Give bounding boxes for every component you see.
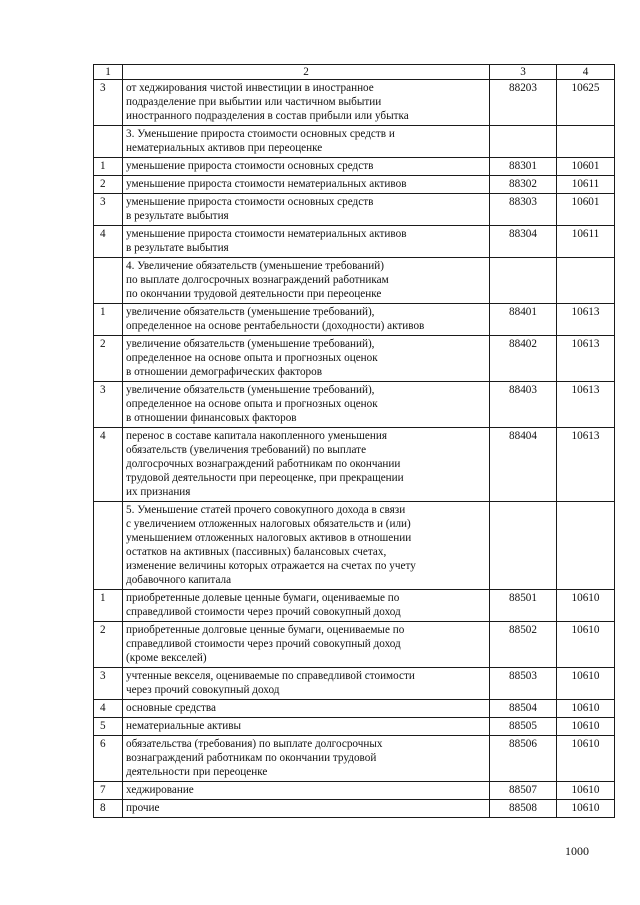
header-col-2: 2	[123, 65, 490, 80]
row-description: перенос в составе капитала накопленного уменьшения обязательств (увеличения требований) по выплате долгосрочных вознаграждений работникам по окончании трудовой деятельности при переоценке, при прекращении их признания	[123, 428, 490, 502]
row-description: прочие	[123, 800, 490, 818]
table-row	[94, 158, 615, 176]
row-account: 10610	[557, 782, 615, 800]
row-code: 88403	[490, 382, 557, 428]
row-description: уменьшение прироста стоимости нематериальных активов	[123, 176, 490, 194]
row-code	[490, 258, 557, 304]
row-number: 8	[94, 800, 123, 818]
row-description: уменьшение прироста стоимости основных средств	[123, 158, 490, 176]
row-account: 10611	[557, 226, 615, 258]
row-code: 88402	[490, 336, 557, 382]
row-code: 88507	[490, 782, 557, 800]
row-account: 10610	[557, 590, 615, 622]
row-number: 4	[94, 428, 123, 502]
table-row	[94, 176, 615, 194]
row-number: 2	[94, 336, 123, 382]
section-heading-text: 5. Уменьшение статей прочего совокупного дохода в связи с увеличением отложенных налоговых обязательств и (или) уменьшением отложенных налоговых активов в отношении остатков на активных (пассивных) балансовых счетах, изменение величины которых отражается на счетах по учету добавочного капитала	[123, 502, 490, 590]
table-row	[94, 382, 615, 428]
row-code: 88301	[490, 158, 557, 176]
row-number: 1	[94, 304, 123, 336]
row-description: увеличение обязательств (уменьшение требований), определенное на основе рентабельности (доходности) активов	[123, 304, 490, 336]
row-account: 10610	[557, 800, 615, 818]
row-number: 3	[94, 668, 123, 700]
header-col-1: 1	[94, 65, 123, 80]
row-number: 3	[94, 382, 123, 428]
row-number: 3	[94, 80, 123, 126]
section-heading-row	[94, 126, 615, 158]
table-row	[94, 590, 615, 622]
row-code: 88504	[490, 700, 557, 718]
table-row	[94, 622, 615, 668]
row-account: 10601	[557, 158, 615, 176]
section-heading-row	[94, 258, 615, 304]
table-row	[94, 336, 615, 382]
row-account	[557, 126, 615, 158]
row-code: 88508	[490, 800, 557, 818]
row-account	[557, 502, 615, 590]
row-account: 10613	[557, 382, 615, 428]
row-account: 10610	[557, 736, 615, 782]
row-account: 10601	[557, 194, 615, 226]
row-number	[94, 502, 123, 590]
row-code: 88401	[490, 304, 557, 336]
table-row	[94, 226, 615, 258]
row-description: нематериальные активы	[123, 718, 490, 736]
row-account: 10613	[557, 336, 615, 382]
row-code: 88404	[490, 428, 557, 502]
row-code: 88501	[490, 590, 557, 622]
section-heading-text: 3. Уменьшение прироста стоимости основных средств и нематериальных активов при переоценке	[123, 126, 490, 158]
row-number	[94, 258, 123, 304]
row-code: 88302	[490, 176, 557, 194]
table-row	[94, 80, 615, 126]
row-description: обязательства (требования) по выплате долгосрочных вознаграждений работникам по окончании трудовой деятельности при переоценке	[123, 736, 490, 782]
table-header-row	[94, 65, 615, 80]
row-account: 10613	[557, 428, 615, 502]
row-code	[490, 502, 557, 590]
row-code: 88503	[490, 668, 557, 700]
header-col-4: 4	[557, 65, 615, 80]
row-code: 88303	[490, 194, 557, 226]
row-number: 6	[94, 736, 123, 782]
row-account: 10625	[557, 80, 615, 126]
row-description: увеличение обязательств (уменьшение требований), определенное на основе опыта и прогнозных оценок в отношении демографических факторов	[123, 336, 490, 382]
table-row	[94, 736, 615, 782]
row-account: 10610	[557, 700, 615, 718]
section-heading-row	[94, 502, 615, 590]
row-description: учтенные векселя, оцениваемые по справедливой стоимости через прочий совокупный доход	[123, 668, 490, 700]
row-code	[490, 126, 557, 158]
row-number: 4	[94, 700, 123, 718]
row-number: 1	[94, 158, 123, 176]
row-code: 88203	[490, 80, 557, 126]
table-row	[94, 782, 615, 800]
row-code: 88506	[490, 736, 557, 782]
row-account: 10610	[557, 668, 615, 700]
row-number: 2	[94, 176, 123, 194]
row-number: 2	[94, 622, 123, 668]
row-description: основные средства	[123, 700, 490, 718]
row-description: приобретенные долевые ценные бумаги, оцениваемые по справедливой стоимости через прочий совокупный доход	[123, 590, 490, 622]
row-account	[557, 258, 615, 304]
row-description: уменьшение прироста стоимости основных средств в результате выбытия	[123, 194, 490, 226]
row-number: 7	[94, 782, 123, 800]
table-row	[94, 668, 615, 700]
accounts-table	[93, 64, 615, 818]
row-number: 1	[94, 590, 123, 622]
row-code: 88304	[490, 226, 557, 258]
row-number: 5	[94, 718, 123, 736]
row-number: 3	[94, 194, 123, 226]
row-description: от хеджирования чистой инвестиции в иностранное подразделение при выбытии или частичном выбытии иностранного подразделения в состав прибыли или убытка	[123, 80, 490, 126]
row-description: увеличение обязательств (уменьшение требований), определенное на основе опыта и прогнозных оценок в отношении финансовых факторов	[123, 382, 490, 428]
row-code: 88505	[490, 718, 557, 736]
table-row	[94, 718, 615, 736]
table-row	[94, 304, 615, 336]
row-account: 10610	[557, 622, 615, 668]
row-code: 88502	[490, 622, 557, 668]
header-col-3: 3	[490, 65, 557, 80]
row-account: 10613	[557, 304, 615, 336]
row-account: 10611	[557, 176, 615, 194]
row-number	[94, 126, 123, 158]
table-row	[94, 194, 615, 226]
row-number: 4	[94, 226, 123, 258]
table-row	[94, 700, 615, 718]
row-description: приобретенные долговые ценные бумаги, оцениваемые по справедливой стоимости через прочий совокупный доход (кроме векселей)	[123, 622, 490, 668]
section-heading-text: 4. Увеличение обязательств (уменьшение требований) по выплате долгосрочных вознаграждений работникам по окончании трудовой деятельности при переоценке	[123, 258, 490, 304]
row-description: уменьшение прироста стоимости нематериальных активов в результате выбытия	[123, 226, 490, 258]
row-account: 10610	[557, 718, 615, 736]
table-row	[94, 428, 615, 502]
row-description: хеджирование	[123, 782, 490, 800]
table-row	[94, 800, 615, 818]
page-number: 1000	[565, 844, 589, 858]
